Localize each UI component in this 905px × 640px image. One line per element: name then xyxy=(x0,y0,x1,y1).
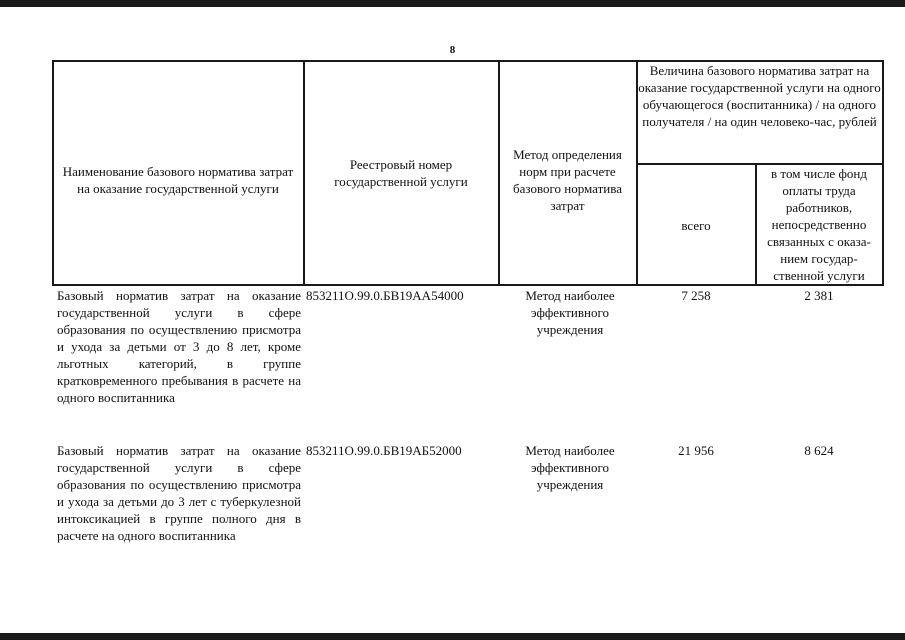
header-name: Наименование базового норматива затрат на оказание государственной услуги xyxy=(62,164,294,196)
row-method: Метод наиболее эффективного учреждения xyxy=(525,443,615,492)
header-method: Метод определения норм при расчете базового норматива затрат xyxy=(513,147,622,213)
row-method: Метод наиболее эффективного учреждения xyxy=(525,288,615,337)
header-registry: Реестровый номер государственной услуги xyxy=(334,156,468,189)
bottom-scan-border xyxy=(0,633,905,640)
header-divider xyxy=(52,60,54,285)
page-number: 8 xyxy=(449,44,456,56)
top-scan-border xyxy=(0,0,905,7)
row-wage-fund: 8 624 xyxy=(804,443,834,458)
header-divider xyxy=(882,60,884,285)
header-wage-fund: в том числе фонд оплаты труда работников, непосредственно связанных с оказа-нием государ-ственной услуги xyxy=(767,166,871,283)
row-name: Базовый норматив затрат на оказание государственной услуги в сфере образования по осуществлению присмотра и ухода за детьми до 3 лет с туберкулезной интоксикацией в группе полного дня в расчете на одного воспитанника xyxy=(57,443,301,543)
row-registry: 853211О.99.0.БВ19АБ52000 xyxy=(306,443,462,458)
header-divider xyxy=(303,60,305,285)
row-total: 7 258 xyxy=(681,288,711,303)
row-total: 21 956 xyxy=(678,443,714,458)
row-wage-fund: 2 381 xyxy=(804,288,834,303)
row-registry: 853211О.99.0.БВ19АА54000 xyxy=(306,288,464,303)
header-divider xyxy=(755,163,757,285)
row-name: Базовый норматив затрат на оказание государственной услуги в сфере образования по осуществлению присмотра и ухода за детьми от 3 до 8 лет, кроме льготных категорий, в группе кратковременного пребывания в расчете на одного воспитанника xyxy=(57,288,301,405)
header-bottom-border xyxy=(52,284,884,286)
header-total: всего xyxy=(681,218,711,233)
header-value-group: Величина базового норматива затрат на оказание государственной услуги на одного обучающегося (воспитанника) / на одного получателя / на один человеко-час, рублей xyxy=(638,63,881,129)
